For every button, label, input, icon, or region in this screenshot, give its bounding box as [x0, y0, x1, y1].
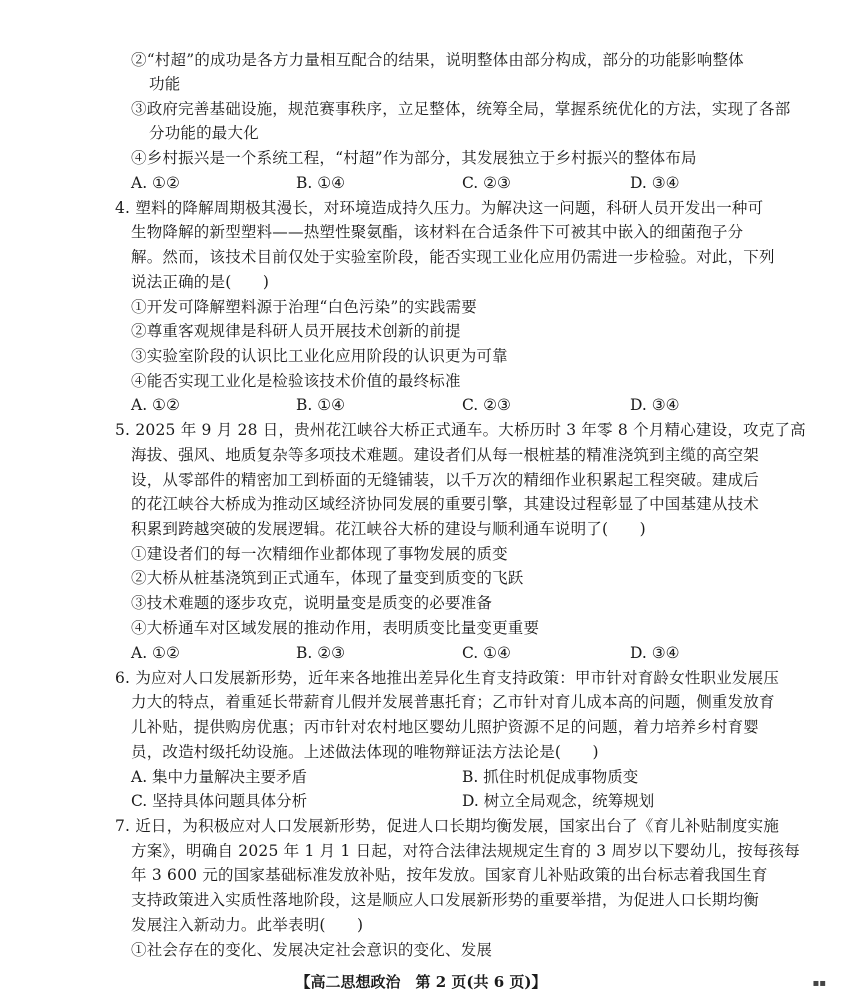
q4-option-b: B. ①④ — [296, 396, 346, 414]
q6-option-c: C. 坚持具体问题具体分析 — [131, 792, 308, 810]
q3-item-2-cont: 功能 — [149, 75, 181, 93]
q7-item-1: ①社会存在的变化、发展决定社会意识的变化、发展 — [131, 941, 493, 959]
q4-stem-line-4: 说法正确的是( ) — [131, 273, 270, 291]
q5-option-c: C. ①④ — [462, 644, 511, 662]
q5-stem-line-2: 海拔、强风、地质复杂等多项技术难题。建设者们从每一根桩基的精准浇筑到主缆的高空架 — [131, 446, 760, 464]
q5-item-1: ①建设者们的每一次精细作业都体现了事物发展的质变 — [131, 545, 508, 563]
q5-option-d: D. ③④ — [630, 644, 680, 662]
q5-item-4: ④大桥通车对区域发展的推动作用，表明质变比量变更重要 — [131, 619, 540, 637]
q4-item-1: ①开发可降解塑料源于治理“白色污染”的实践需要 — [131, 298, 477, 316]
page-footer: 【高二思想政治 第 2 页(共 6 页)】 — [295, 973, 547, 991]
q5-option-a: A. ①② — [131, 644, 180, 662]
q4-stem-line-2: 生物降解的新型塑料——热塑性聚氨酯，该材料在合适条件下可被其中嵌入的细菌孢子分 — [131, 223, 744, 241]
q3-option-c: C. ②③ — [462, 174, 511, 192]
q6-stem-line-4: 员，改造村级托幼设施。上述做法体现的唯物辩证法方法论是( ) — [131, 743, 599, 761]
q5-stem-line-3: 设，从零部件的精密加工到桥面的无缝铺装，以千万次的精细作业积累起工程突破。建成后 — [131, 471, 760, 489]
q6-stem-line-2: 力大的特点，着重延长带薪育儿假并发展普惠托育；乙市针对育儿成本高的问题，侧重发放育 — [131, 693, 775, 711]
q6-option-b: B. 抓住时机促成事物质变 — [462, 768, 639, 786]
q3-option-a: A. ①② — [131, 174, 180, 192]
q7-stem-line-1: 7. 近日，为积极应对人口发展新形势，促进人口长期均衡发展，国家出台了《育儿补贴制度实施 — [115, 817, 780, 835]
q4-option-d: D. ③④ — [630, 396, 680, 414]
q4-stem-line-1: 4. 塑料的降解周期极其漫长，对环境造成持久压力。为解决这一问题，科研人员开发出一种可 — [115, 199, 764, 217]
q4-item-4: ④能否实现工业化是检验该技术价值的最终标准 — [131, 372, 461, 390]
q3-item-4: ④乡村振兴是一个系统工程，“村超”作为部分，其发展独立于乡村振兴的整体布局 — [131, 149, 697, 167]
q3-item-3-cont: 分功能的最大化 — [149, 124, 259, 142]
q5-stem-line-1: 5. 2025 年 9 月 28 日，贵州花江峡谷大桥正式通车。大桥历时 3 年零 8 个月精心建设，攻克了高 — [115, 421, 806, 439]
q5-option-b: B. ②③ — [296, 644, 346, 662]
q3-item-3: ③政府完善基础设施，规范赛事秩序，立足整体，统筹全局，掌握系统优化的方法，实现了各部 — [131, 100, 791, 118]
q4-item-3: ③实验室阶段的认识比工业化应用阶段的认识更为可靠 — [131, 347, 508, 365]
q4-option-c: C. ②③ — [462, 396, 511, 414]
q6-stem-line-3: 儿补贴，提供购房优惠；丙市针对农村地区婴幼儿照护资源不足的问题，着力培养乡村育婴 — [131, 718, 760, 736]
q6-stem-line-1: 6. 为应对人口发展新形势，近年来各地推出差异化生育支持政策：甲市针对育龄女性职业发展压 — [115, 669, 780, 687]
q6-option-d: D. 树立全局观念，统筹规划 — [462, 792, 655, 810]
q5-item-2: ②大桥从桩基浇筑到正式通车，体现了量变到质变的飞跃 — [131, 569, 524, 587]
q7-stem-line-2: 方案》，明确自 2025 年 1 月 1 日起，对符合法律法规规定生育的 3 周岁以下婴幼儿，按每孩每 — [131, 842, 800, 860]
q7-stem-line-4: 支持政策进入实质性落地阶段，这是顺应人口发展新形势的重要举措，为促进人口长期均衡 — [131, 891, 760, 909]
q3-item-2: ②“村超”的成功是各方力量相互配合的结果，说明整体由部分构成，部分的功能影响整体 — [131, 51, 744, 69]
q5-stem-line-4: 的花江峡谷大桥成为推动区域经济协同发展的重要引擎，其建设过程彰显了中国基建从技术 — [131, 495, 760, 513]
q6-option-a: A. 集中力量解决主要矛盾 — [131, 768, 308, 786]
q3-option-b: B. ①④ — [296, 174, 346, 192]
q5-item-3: ③技术难题的逐步攻克，说明量变是质变的必要准备 — [131, 594, 493, 612]
q4-option-a: A. ①② — [131, 396, 180, 414]
q4-item-2: ②尊重客观规律是科研人员开展技术创新的前提 — [131, 322, 461, 340]
corner-mark: ▪▪ — [812, 978, 826, 989]
q4-stem-line-3: 解。然而，该技术目前仅处于实验室阶段，能否实现工业化应用仍需进一步检验。对此，下列 — [131, 248, 775, 266]
q5-stem-line-5: 积累到跨越突破的发展逻辑。花江峡谷大桥的建设与顺利通车说明了( ) — [131, 520, 646, 538]
q7-stem-line-3: 年 3 600 元的国家基础标准发放补贴，按年发放。国家育儿补贴政策的出台标志着我国生育 — [131, 866, 768, 884]
q3-option-d: D. ③④ — [630, 174, 680, 192]
q7-stem-line-5: 发展注入新动力。此举表明( ) — [131, 916, 364, 934]
